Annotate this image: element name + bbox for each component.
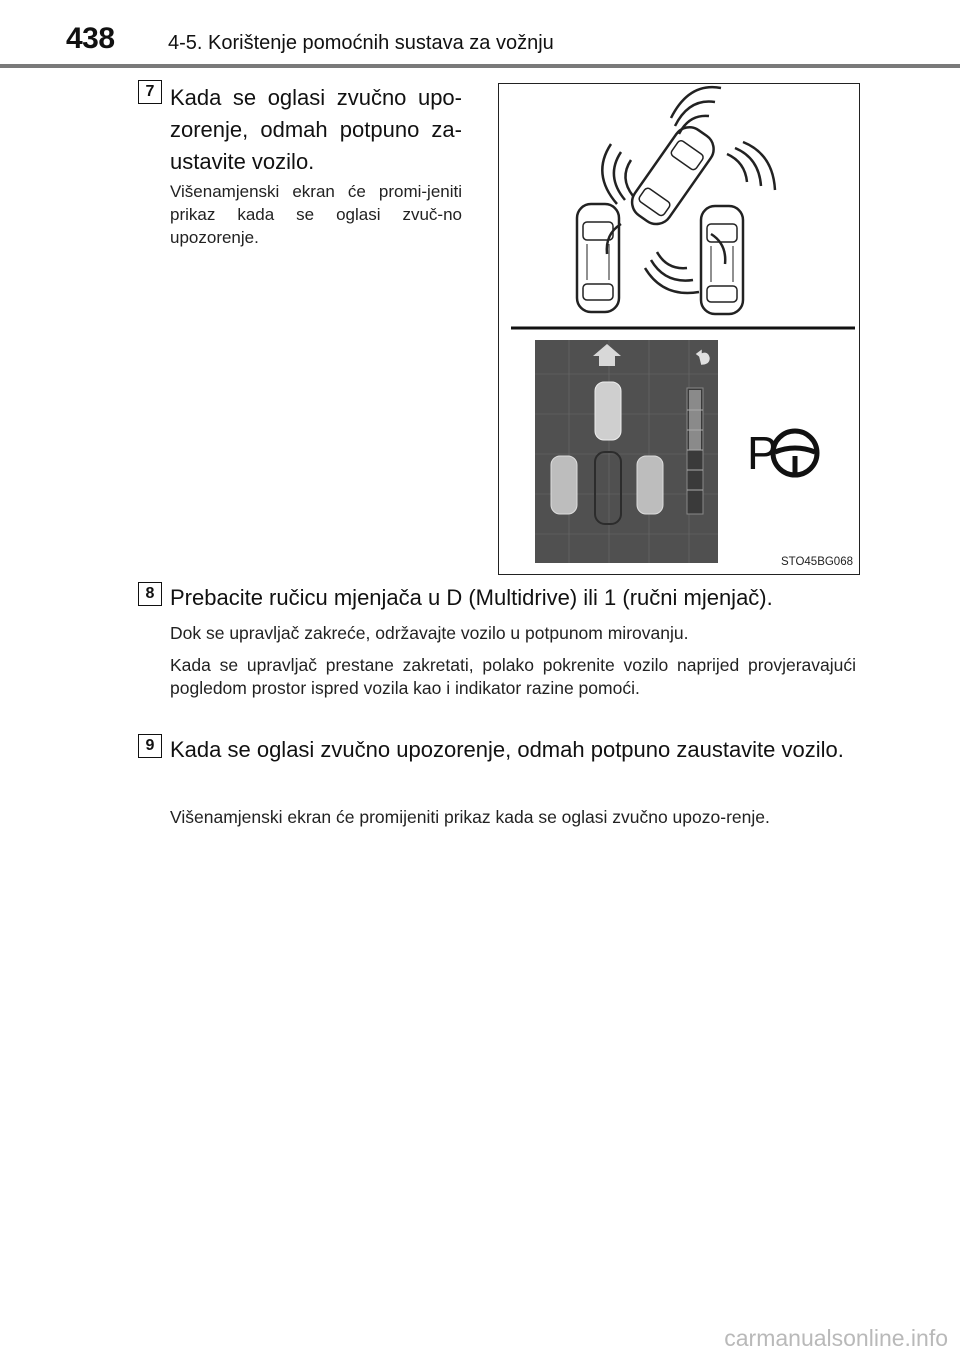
multi-information-display bbox=[535, 340, 718, 563]
park-indicator-letter: P bbox=[747, 427, 778, 479]
assist-level-bar-icon bbox=[687, 388, 703, 514]
parked-car-right-icon bbox=[701, 206, 743, 314]
step-7-lead: Kada se oglasi zvučno upo-zorenje, odmah potpuno za-ustavite vozilo. bbox=[170, 85, 462, 174]
step-number-box: 8 bbox=[138, 582, 162, 606]
step-8-body-2: Kada se upravljač prestane zakretati, polako pokrenite vozilo naprijed provjeravajući pogledom prostor ispred vozila kao i indikator razine pomoći. bbox=[170, 655, 856, 698]
chapter-title: 4-5. Korištenje pomoćnih sustava za vožnju bbox=[168, 32, 554, 54]
step-9-body: Višenamjenski ekran će promijeniti prikaz kada se oglasi zvučno upozo-renje. bbox=[170, 807, 770, 827]
illustration-graphic bbox=[499, 84, 861, 576]
page-number: 438 bbox=[66, 22, 115, 55]
step-7-body: Višenamjenski ekran će promi-jeniti prikaz kada se oglasi zvuč-no upozorenje. bbox=[170, 182, 462, 247]
header-rule bbox=[0, 64, 960, 68]
step-9-lead: Kada se oglasi zvučno upozorenje, odmah potpuno zaustavite vozilo. bbox=[170, 737, 844, 762]
step-8-body-1: Dok se upravljač zakreće, održavajte vozilo u potpunom mirovanju. bbox=[170, 623, 689, 643]
step-8-lead: Prebacite ručicu mjenjača u D (Multidrive) ili 1 (ručni mjenjač). bbox=[170, 585, 773, 610]
parked-car-left-icon bbox=[577, 204, 619, 312]
figure-code: STO45BG068 bbox=[780, 556, 853, 568]
step-number-box: 7 bbox=[138, 80, 162, 104]
watermark: carmanualsonline.info bbox=[724, 1325, 948, 1351]
parking-assist-illustration bbox=[498, 83, 860, 575]
page-header bbox=[0, 0, 960, 70]
steering-wheel-icon bbox=[773, 431, 817, 475]
step-number-box: 9 bbox=[138, 734, 162, 758]
